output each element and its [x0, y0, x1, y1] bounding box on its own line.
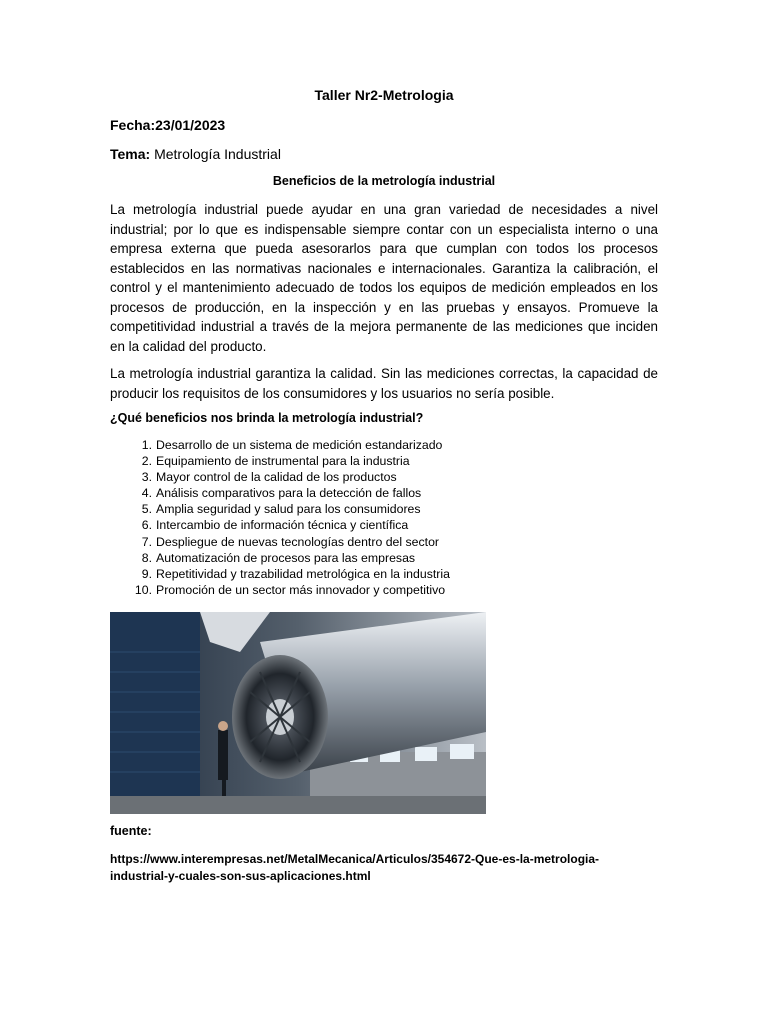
list-item-number: 4. — [141, 486, 152, 501]
topic-value: Metrología Industrial — [150, 146, 281, 162]
topic-line — [110, 146, 281, 162]
list-item — [110, 550, 670, 566]
list-item — [110, 534, 670, 550]
section-subtitle: Beneficios de la metrología industrial — [272, 174, 496, 188]
list-item-text: Automatización de procesos para las empresas — [156, 550, 416, 565]
list-item-number: 7. — [141, 534, 152, 549]
list-item-text: Análisis comparativos para la detección de fallos — [156, 486, 422, 501]
list-item-number: 3. — [141, 470, 152, 485]
list-item-number: 5. — [141, 502, 152, 517]
source-label: fuente: — [110, 824, 152, 838]
list-item — [110, 437, 670, 453]
date-line — [110, 117, 225, 133]
list-item-text: Mayor control de la calidad de los productos — [156, 470, 397, 485]
list-item-number: 1. — [141, 438, 152, 452]
list-item-number: 6. — [141, 518, 152, 533]
list-item-text: Intercambio de información técnica y científica — [156, 518, 409, 533]
source-link[interactable]: https://www.interempresas.net/MetalMecanica/Articulos/354672-Que-es-la-metrologia-industrial-y-cuales-son-sus-aplicaciones.html — [110, 852, 600, 883]
list-item — [110, 453, 670, 469]
list-item-number: 9. — [141, 566, 152, 581]
list-item-text: Promoción de un sector más innovador y competitivo — [156, 582, 446, 597]
list-item-number: 10. — [134, 582, 152, 597]
date-value: 23/01/2023 — [155, 117, 226, 133]
list-item-number: 2. — [141, 454, 152, 469]
list-item — [110, 485, 670, 501]
list-item — [110, 566, 670, 582]
paragraph-quality: La metrología industrial garantiza la calidad. Sin las mediciones correctas, la capacidad de producir los requisitos de los consumidores y los usuarios no sería posible. — [110, 366, 658, 401]
list-item-text: Equipamiento de instrumental para la industria — [156, 454, 410, 469]
list-item-text: Amplia seguridad y salud para los consumidores — [156, 502, 421, 517]
list-item-text: Despliegue de nuevas tecnologías dentro del sector — [156, 534, 440, 549]
benefits-question: ¿Qué beneficios nos brinda la metrología industrial? — [110, 411, 424, 425]
date-label: Fecha: — [110, 117, 156, 133]
list-item — [110, 469, 670, 485]
list-item — [110, 501, 670, 517]
list-item — [110, 582, 670, 598]
document-title: Taller Nr2-Metrologia — [314, 87, 454, 103]
topic-label: Tema: — [110, 146, 151, 162]
jet-engine-photo — [110, 612, 486, 814]
list-item-number: 8. — [141, 550, 152, 565]
list-item-text: Repetitividad y trazabilidad metrológica en la industria — [156, 566, 450, 581]
benefits-list — [110, 437, 670, 598]
list-item — [110, 517, 670, 533]
list-item-text: Desarrollo de un sistema de medición estandarizado — [156, 438, 443, 452]
paragraph-intro: La metrología industrial puede ayudar en una gran variedad de necesidades a nivel industrial; por lo que es indispensable siempre contar con un especialista interno o una empresa externa que pueda asesorarlos para que cumplan con todos los procesos establecidos en las normativas nacionales e internacionales. Garantiza la calibración, el control y el mantenimiento adecuado de todos los equipos de medición empleados en los procesos de producción, en la inspección y en las pruebas y ensayos. Promueve la competitividad industrial a través de la mejora permanente de las mediciones que inciden en la calidad del producto. — [110, 202, 658, 354]
